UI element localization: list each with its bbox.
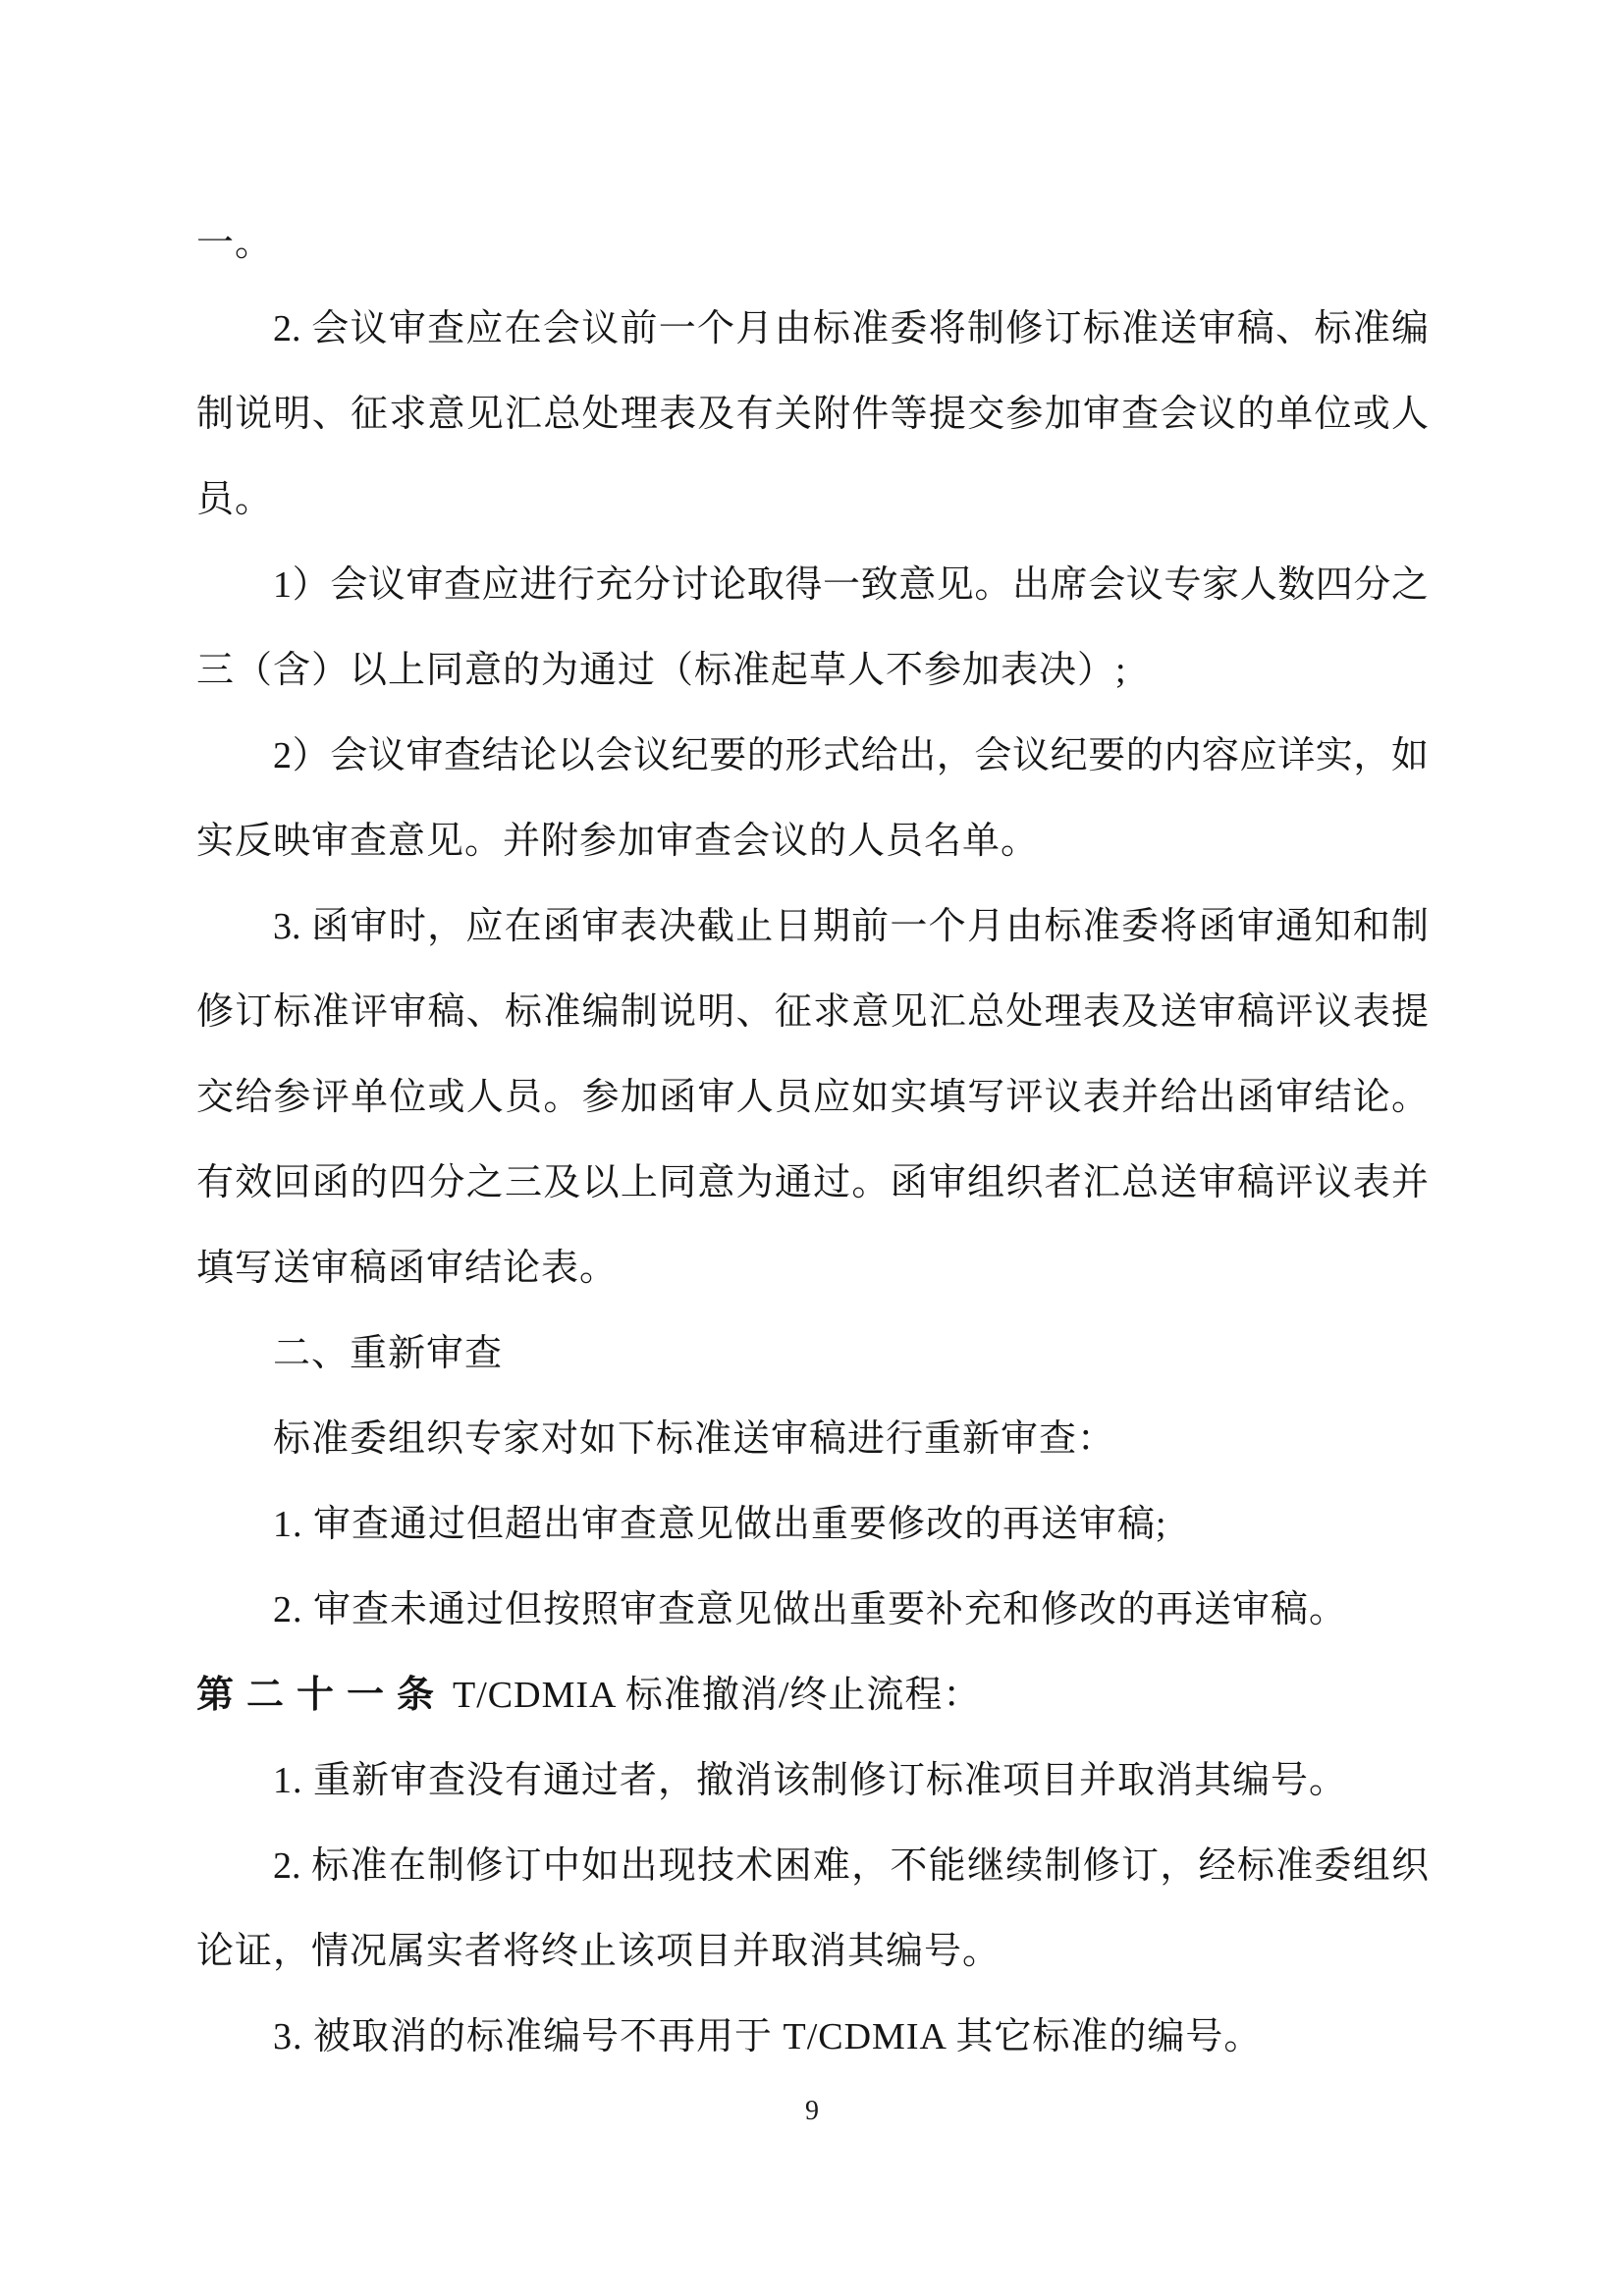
text-line: 3. 被取消的标准编号不再用于 T/CDMIA 其它标准的编号。: [273, 2016, 1263, 2057]
article-title: T/CDMIA 标准撤消/终止流程：: [453, 1675, 982, 1716]
text-line: 填写送审稿函审结论表。: [196, 1248, 619, 1289]
text-line: 三（含）以上同意的为通过（标准起草人不参加表决）;: [196, 650, 1127, 691]
article-number: 第二十一条: [196, 1675, 448, 1716]
page-number: 9: [805, 2096, 819, 2126]
text-line: 2）会议审查结论以会议纪要的形式给出，会议纪要的内容应详实，如: [273, 735, 1429, 776]
article-heading: [196, 1653, 1429, 1738]
document-body: [196, 201, 1429, 2080]
text-line: 2. 审查未通过但按照审查意见做出重要补充和修改的再送审稿。: [273, 1589, 1348, 1630]
text-line: 1. 审查通过但超出审查意见做出重要修改的再送审稿;: [273, 1504, 1167, 1545]
text-line: 一。: [196, 223, 274, 264]
text-line: 标准委组织专家对如下标准送审稿进行重新审查：: [273, 1418, 1116, 1460]
text-line: 2. 会议审查应在会议前一个月由标准委将制修订标准送审稿、标准编: [273, 308, 1429, 349]
text-line: 修订标准评审稿、标准编制说明、征求意见汇总处理表及送审稿评议表提: [196, 991, 1429, 1033]
text-line: 1）会议审查应进行充分讨论取得一致意见。出席会议专家人数四分之: [273, 564, 1429, 606]
text-line: 二、重新审查: [273, 1333, 504, 1374]
text-line: 制说明、征求意见汇总处理表及有关附件等提交参加审查会议的单位或人: [196, 394, 1429, 435]
text-line: 2. 标准在制修订中如出现技术困难，不能继续制修订，经标准委组织: [273, 1845, 1429, 1887]
text-line: 有效回函的四分之三及以上同意为通过。函审组织者汇总送审稿评议表并: [196, 1162, 1429, 1203]
text-line: 3. 函审时，应在函审表决截止日期前一个月由标准委将函审通知和制: [273, 906, 1429, 947]
text-line: 员。: [196, 479, 274, 520]
text-line: 实反映审查意见。并附参加审查会议的人员名单。: [196, 821, 1040, 862]
text-line: 1. 重新审查没有通过者，撤消该制修订标准项目并取消其编号。: [273, 1760, 1348, 1801]
text-line: 交给参评单位或人员。参加函审人员应如实填写评议表并给出函审结论。: [196, 1077, 1429, 1118]
text-line: 论证，情况属实者将终止该项目并取消其编号。: [196, 1931, 1001, 1972]
